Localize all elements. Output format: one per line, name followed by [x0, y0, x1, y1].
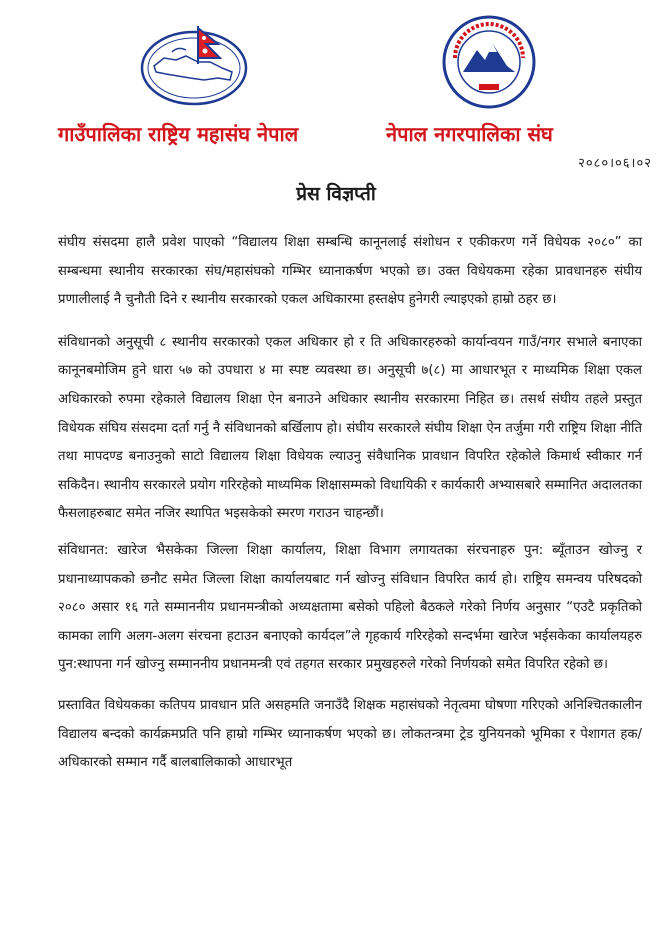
org-name-right: नेपाल नगरपालिका संघ: [386, 122, 553, 146]
paragraph: संघीय संसदमा हालै प्रवेश पाएको “विद्यालय शिक्षा सम्बन्धि कानूनलाई संशोधन र एकीकरण गर्ने विधेयक २०८०” का सम्बन्धमा स्थानीय सरकारका संघ/महासंघको गम्भिर ध्यानाकर्षण भएको छ। उक्त विधेयकमा रहेका प्रावधानहरु संघीय प्रणालीलाई नै चुनौती दिने र स्थानीय सरकारको एकल अधिकारमा हस्तक्षेप हुनेगरी ल्याइएको हाम्रो ठहर छ।: [58, 235, 642, 308]
release-body: [58, 229, 642, 792]
page-title: प्रेस विज्ञप्ती: [296, 183, 376, 205]
paragraph: संविधानको अनुसूची ८ स्थानीय सरकारको एकल अधिकार हो र ति अधिकारहरुको कार्यान्वयन गाउँ/नगर सभाले बनाएका कानूनबमोजिम हुने धारा ५७ को उपधारा ४ मा स्पष्ट व्यवस्था छ। अनुसूची ७(८) मा आधारभूत र माध्यमिक शिक्षा एकल अधिकारको रुपमा रहेकाले विद्यालय शिक्षा ऐन बनाउने अधिकार स्थानीय सरकारमा निहित छ। तसर्थ संघीय तहले प्रस्तुत विधेयक संघिय संसदमा दर्ता गर्नु नै संविधानको बर्खिलाप हो। संघीय सरकारले संघीय शिक्षा ऐन तर्जुमा गरी राष्ट्रिय शिक्षा नीति तथा मापदण्ड बनाउनुको साटो विद्यालय शिक्षा विधेयक ल्याउनु संवैधानिक प्रावधान विपरित रहेकोले किमार्थ स्वीकार गर्न सकिदैन। स्थानीय सरकारले प्रयोग गरिरहेको माध्यमिक शिक्षासम्मको विधायिकी र कार्यकारी अभ्यासबारे सम्मानित अदालतका फैसलाहरुबाट समेत नजिर स्थापित भइसकेको स्मरण गराउन चाहन्छौं।: [58, 334, 642, 522]
municipal-association-logo: [441, 14, 537, 110]
release-date: २०८०।०६।०२: [578, 156, 652, 171]
paragraph: प्रस्तावित विधेयकका कतिपय प्रावधान प्रति असहमति जनाउँदै शिक्षक महासंघको नेतृत्वमा घोषणा गरिएको अनिश्चितकालीन विद्यालय बन्दको कार्यक्रमप्रति पनि हाम्रो गम्भिर ध्यानाकर्षण भएको छ। लोकतन्त्रमा ट्रेड युनियनको भूमिका र पेशागत हक/अधिकारको सम्मान गर्दै बालबालिकाको आधारभूत: [58, 697, 642, 771]
org-name-left: गाउँपालिका राष्ट्रिय महासंघ नेपाल: [58, 122, 299, 146]
paragraph: संविधानत: खारेज भैसकेका जिल्ला शिक्षा कार्यालय, शिक्षा विभाग लगायतका संरचनाहरु पुन: ब्यूँताउन खोज्नु र प्रधानाध्यापकको छनौट समेत जिल्ला शिक्षा कार्यालयबाट गर्न खोज्नु संविधान विपरित कार्य हो। राष्ट्रिय समन्वय परिषदको २०८० असार १६ गते सम्माननीय प्रधानमन्त्रीको अध्यक्षतामा बसेको पहिलो बैठकले गरेको निर्णय अनुसार “एउटै प्रकृतिको कामका लागि अलग-अलग संरचना हटाउन बनाएको कार्यदल”ले गृहकार्य गरिरहेको सन्दर्भमा खारेज भईसकेका कार्यालयहरु पुन:स्थापना गर्न खोज्नु सम्माननीय प्रधानमन्त्री एवं तहगत सरकार प्रमुखहरुले गरेको निर्णयको समेत विपरित रहेको छ।: [58, 542, 642, 673]
gaupalika-association-logo: [138, 22, 250, 110]
